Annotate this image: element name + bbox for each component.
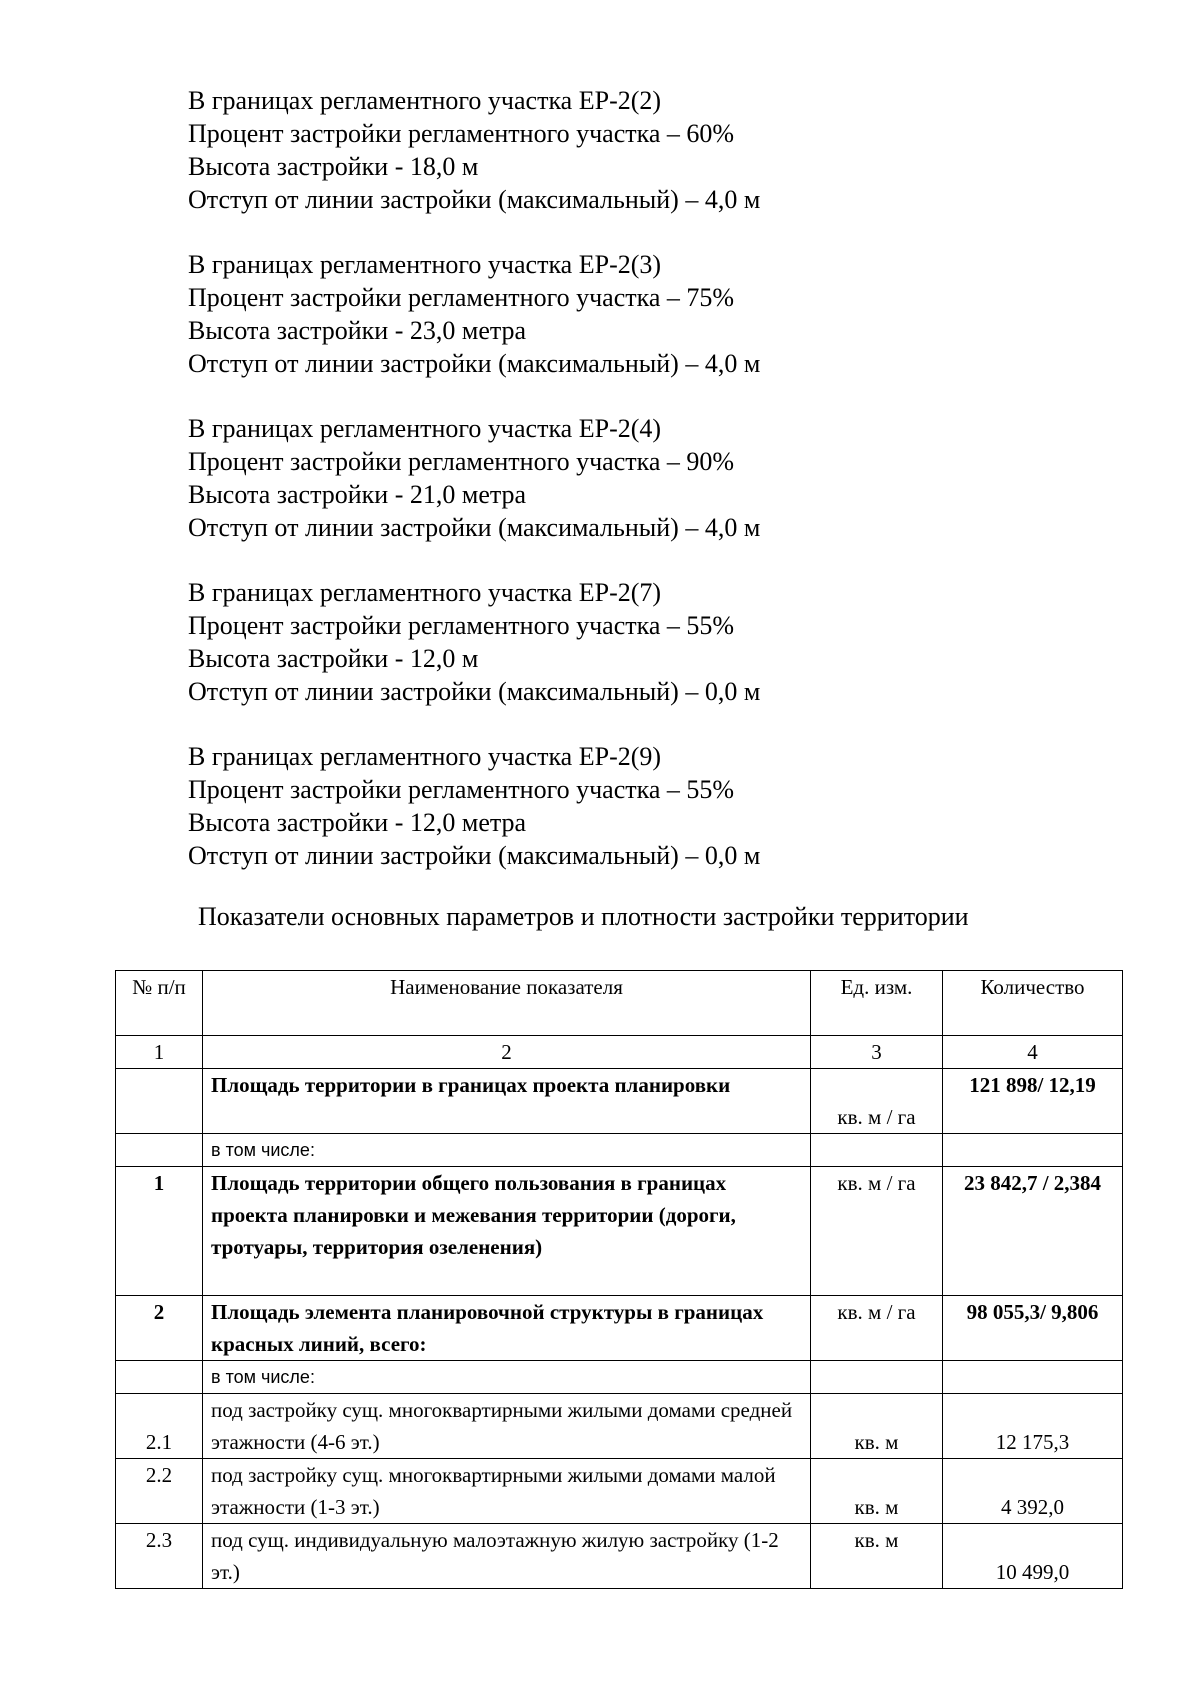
column-number-row	[116, 1036, 1123, 1069]
row-quantity: 10 499,0	[943, 1524, 1123, 1589]
row-name: Площадь элемента планировочной структуры в границах красных линий, всего:	[203, 1296, 811, 1361]
block-plot-line: В границах регламентного участка ЕР-2(4)	[188, 414, 662, 443]
block-setback-line: Отступ от линии застройки (максимальный) – 4,0 м	[188, 185, 761, 214]
row-unit: кв. м / га	[811, 1069, 943, 1134]
table-row	[116, 1134, 1123, 1167]
regulation-blocks	[188, 84, 1088, 904]
block-height-line: Высота застройки - 21,0 метра	[188, 480, 527, 509]
regulation-block-ep-2-4	[188, 412, 1088, 544]
column-number-cell: 3	[811, 1036, 943, 1069]
header-quantity: Количество	[943, 971, 1123, 1036]
row-number	[116, 1134, 203, 1167]
block-percent-line: Процент застройки регламентного участка – 55%	[188, 611, 735, 640]
row-quantity: 121 898/ 12,19	[943, 1069, 1123, 1134]
row-unit: кв. м	[811, 1459, 943, 1524]
row-quantity	[943, 1361, 1123, 1394]
regulation-block-ep-2-9	[188, 740, 1088, 872]
row-name: в том числе:	[203, 1134, 811, 1167]
row-quantity	[943, 1134, 1123, 1167]
block-height-line: Высота застройки - 12,0 м	[188, 644, 479, 673]
row-number	[116, 1361, 203, 1394]
table-row	[116, 1167, 1123, 1296]
table-row	[116, 1296, 1123, 1361]
block-height-line: Высота застройки - 12,0 метра	[188, 808, 527, 837]
block-setback-line: Отступ от линии застройки (максимальный) – 4,0 м	[188, 349, 761, 378]
column-number-cell: 1	[116, 1036, 203, 1069]
table-row	[116, 1394, 1123, 1459]
block-plot-line: В границах регламентного участка ЕР-2(9)	[188, 742, 662, 771]
row-name: под застройку сущ. многоквартирными жилыми домами средней этажности (4-6 эт.)	[203, 1394, 811, 1459]
block-plot-line: В границах регламентного участка ЕР-2(3)	[188, 250, 662, 279]
row-unit: кв. м	[811, 1524, 943, 1589]
table-row	[116, 1361, 1123, 1394]
block-plot-line: В границах регламентного участка ЕР-2(2)	[188, 86, 662, 115]
row-number	[116, 1069, 203, 1134]
block-setback-line: Отступ от линии застройки (максимальный) – 4,0 м	[188, 513, 761, 542]
row-name: Площадь территории в границах проекта планировки	[203, 1069, 811, 1134]
table-row	[116, 1069, 1123, 1134]
row-number: 1	[116, 1167, 203, 1296]
row-name: Площадь территории общего пользования в границах проекта планировки и межевания территории (дороги, тротуары, территория озеленения)	[203, 1167, 811, 1296]
table-row	[116, 1524, 1123, 1589]
block-percent-line: Процент застройки регламентного участка – 60%	[188, 119, 735, 148]
parameters-table	[115, 970, 1123, 1589]
row-quantity: 98 055,3/ 9,806	[943, 1296, 1123, 1361]
row-name: под сущ. индивидуальную малоэтажную жилую застройку (1-2 эт.)	[203, 1524, 811, 1589]
row-number: 2	[116, 1296, 203, 1361]
row-quantity: 23 842,7 / 2,384	[943, 1167, 1123, 1296]
block-height-line: Высота застройки - 23,0 метра	[188, 316, 527, 345]
row-number: 2.2	[116, 1459, 203, 1524]
row-name: в том числе:	[203, 1361, 811, 1394]
block-percent-line: Процент застройки регламентного участка – 55%	[188, 775, 735, 804]
row-number: 2.1	[116, 1394, 203, 1459]
table-row	[116, 1459, 1123, 1524]
row-quantity: 12 175,3	[943, 1394, 1123, 1459]
header-name: Наименование показателя	[203, 971, 811, 1036]
block-setback-line: Отступ от линии застройки (максимальный) – 0,0 м	[188, 841, 761, 870]
row-unit: кв. м / га	[811, 1167, 943, 1296]
table-caption: Показатели основных параметров и плотности застройки территории	[198, 902, 969, 931]
header-unit: Ед. изм.	[811, 971, 943, 1036]
column-number-cell: 2	[203, 1036, 811, 1069]
regulation-block-ep-2-2	[188, 84, 1088, 216]
row-unit: кв. м / га	[811, 1296, 943, 1361]
block-percent-line: Процент застройки регламентного участка – 90%	[188, 447, 735, 476]
table-header-row	[116, 971, 1123, 1036]
regulation-block-ep-2-7	[188, 576, 1088, 708]
row-unit	[811, 1134, 943, 1167]
regulation-block-ep-2-3	[188, 248, 1088, 380]
row-unit	[811, 1361, 943, 1394]
row-unit: кв. м	[811, 1394, 943, 1459]
header-number: № п/п	[116, 971, 203, 1036]
column-number-cell: 4	[943, 1036, 1123, 1069]
row-number: 2.3	[116, 1524, 203, 1589]
block-height-line: Высота застройки - 18,0 м	[188, 152, 479, 181]
row-quantity: 4 392,0	[943, 1459, 1123, 1524]
block-plot-line: В границах регламентного участка ЕР-2(7)	[188, 578, 662, 607]
block-percent-line: Процент застройки регламентного участка – 75%	[188, 283, 735, 312]
row-name: под застройку сущ. многоквартирными жилыми домами малой этажности (1-3 эт.)	[203, 1459, 811, 1524]
block-setback-line: Отступ от линии застройки (максимальный) – 0,0 м	[188, 677, 761, 706]
